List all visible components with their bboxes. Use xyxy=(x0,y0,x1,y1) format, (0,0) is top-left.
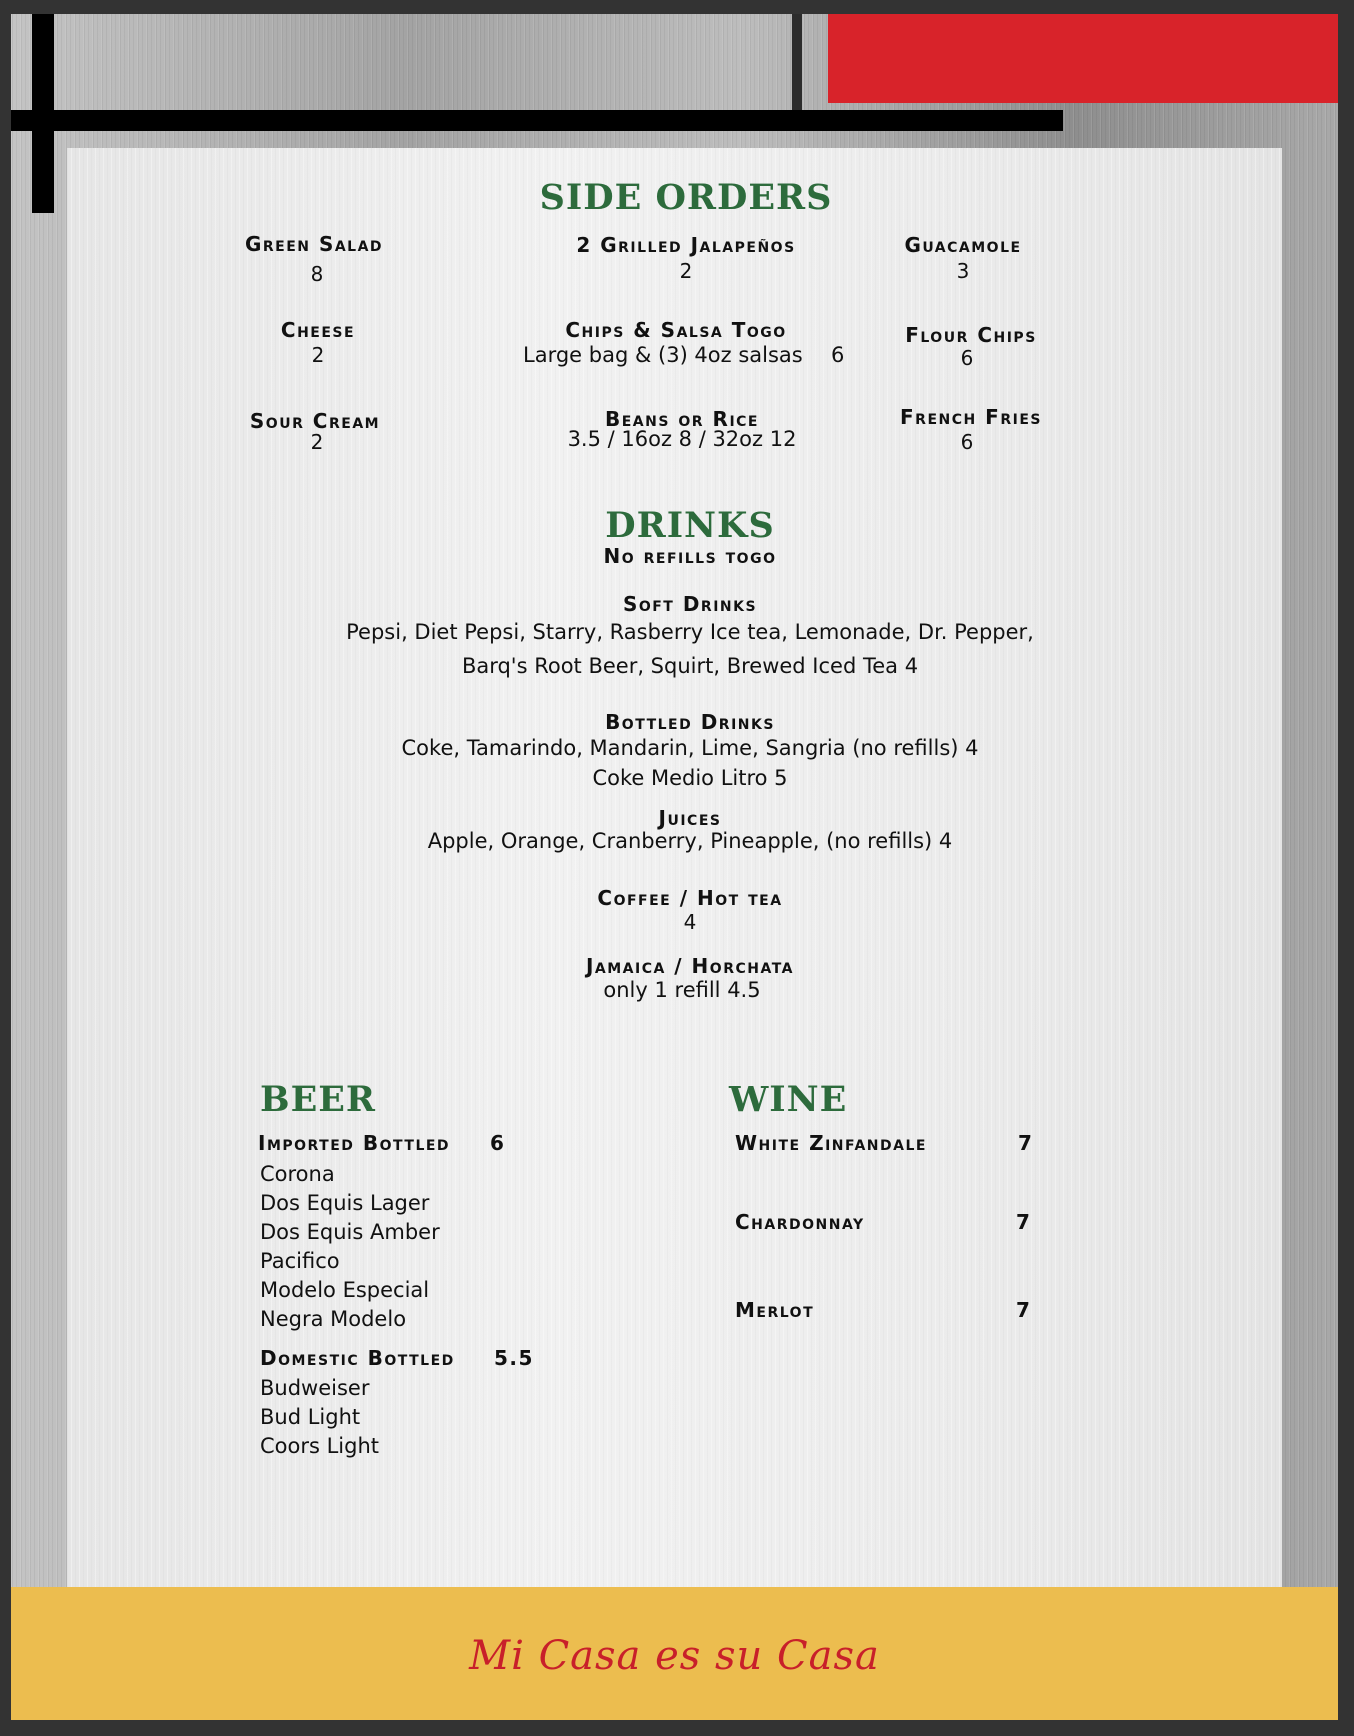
side-item-price: 2 xyxy=(311,343,325,367)
side-item-name: French Fries xyxy=(900,405,1042,429)
side-item-desc: Large bag & (3) 4oz salsas xyxy=(523,343,803,367)
beer-item: Dos Equis Lager xyxy=(260,1191,430,1215)
side-item-price: 6 xyxy=(831,343,845,367)
footer-tagline: Mi Casa es su Casa xyxy=(469,1633,880,1679)
wine-item-name: White Zinfandale xyxy=(735,1131,927,1155)
side-item-name: Flour Chips xyxy=(905,323,1037,347)
wine-item-name: Merlot xyxy=(735,1298,815,1322)
beer-item: Budweiser xyxy=(260,1376,370,1400)
drink-group-name: Coffee / Hot tea xyxy=(597,886,783,910)
beer-domestic-label: Domestic Bottled xyxy=(260,1346,455,1370)
red-accent-block xyxy=(828,14,1338,103)
beer-item: Pacifico xyxy=(260,1249,340,1273)
wine-item-name: Chardonnay xyxy=(735,1210,865,1234)
side-orders-heading: SIDE ORDERS xyxy=(539,177,833,218)
beer-item: Modelo Especial xyxy=(260,1278,430,1302)
drinks-heading: DRINKS xyxy=(605,505,775,546)
drink-group-name: Juices xyxy=(658,806,722,830)
beer-item: Bud Light xyxy=(260,1405,361,1429)
beer-item: Dos Equis Amber xyxy=(260,1220,440,1244)
side-item-name: Sour Cream xyxy=(249,409,381,433)
wine-item-price: 7 xyxy=(1016,1210,1032,1234)
beer-imported-list xyxy=(260,1160,440,1334)
wine-item-price: 7 xyxy=(1016,1298,1032,1322)
side-item-price: 8 xyxy=(310,262,324,286)
menu-panel xyxy=(67,148,1282,1598)
side-item-name: Green Salad xyxy=(244,232,384,256)
drink-group-line: Coke Medio Litro 5 xyxy=(592,766,788,790)
wine-heading: WINE xyxy=(729,1079,848,1120)
drink-group-line: Apple, Orange, Cranberry, Pineapple, (no refills) 4 xyxy=(427,829,953,853)
beer-imported-price: 6 xyxy=(490,1131,506,1155)
drinks-note: No refills togo xyxy=(603,544,777,568)
beer-item: Negra Modelo xyxy=(260,1307,407,1331)
side-item-name: Beans or Rice xyxy=(605,407,759,431)
side-item-name: Chips & Salsa Togo xyxy=(565,318,787,342)
side-item-name: Cheese xyxy=(280,318,356,342)
beer-heading: BEER xyxy=(260,1079,377,1120)
side-item-price: 6 xyxy=(960,346,974,370)
drink-group-line: Coke, Tamarindo, Mandarin, Lime, Sangria (no refills) 4 xyxy=(401,736,979,760)
black-vertical-bar xyxy=(32,14,54,213)
drink-group-name: Bottled Drinks xyxy=(605,710,775,734)
beer-domestic-price: 5.5 xyxy=(494,1346,534,1370)
footer-band xyxy=(11,1587,1338,1720)
side-item-name: 2 Grilled Jalapeños xyxy=(576,233,796,257)
drink-group-line: Pepsi, Diet Pepsi, Starry, Rasberry Ice tea, Lemonade, Dr. Pepper, xyxy=(346,620,1034,644)
wine-item-price: 7 xyxy=(1018,1131,1034,1155)
beer-imported-label: Imported Bottled xyxy=(258,1131,451,1155)
black-horizontal-bar xyxy=(11,110,1063,131)
drink-group-name: Jamaica / Horchata xyxy=(585,954,795,978)
drink-group-line: 4 xyxy=(683,910,697,934)
beer-item: Corona xyxy=(260,1162,335,1186)
beer-domestic-list xyxy=(260,1374,379,1461)
side-item-price: 6 xyxy=(960,430,974,454)
side-item-desc: 3.5 / 16oz 8 / 32oz 12 xyxy=(567,427,797,451)
side-item-price: 3 xyxy=(956,259,970,283)
menu-page xyxy=(11,14,1338,1720)
drink-group-line: only 1 refill 4.5 xyxy=(603,978,761,1002)
side-item-price: 2 xyxy=(310,430,324,454)
drink-group-line: Barq's Root Beer, Squirt, Brewed Iced Tea 4 xyxy=(461,654,919,678)
side-item-name: Guacamole xyxy=(904,233,1022,257)
drink-group-name: Soft Drinks xyxy=(622,592,758,616)
beer-item: Coors Light xyxy=(260,1434,380,1458)
dark-divider-bar xyxy=(792,14,802,110)
side-item-price: 2 xyxy=(679,259,693,283)
